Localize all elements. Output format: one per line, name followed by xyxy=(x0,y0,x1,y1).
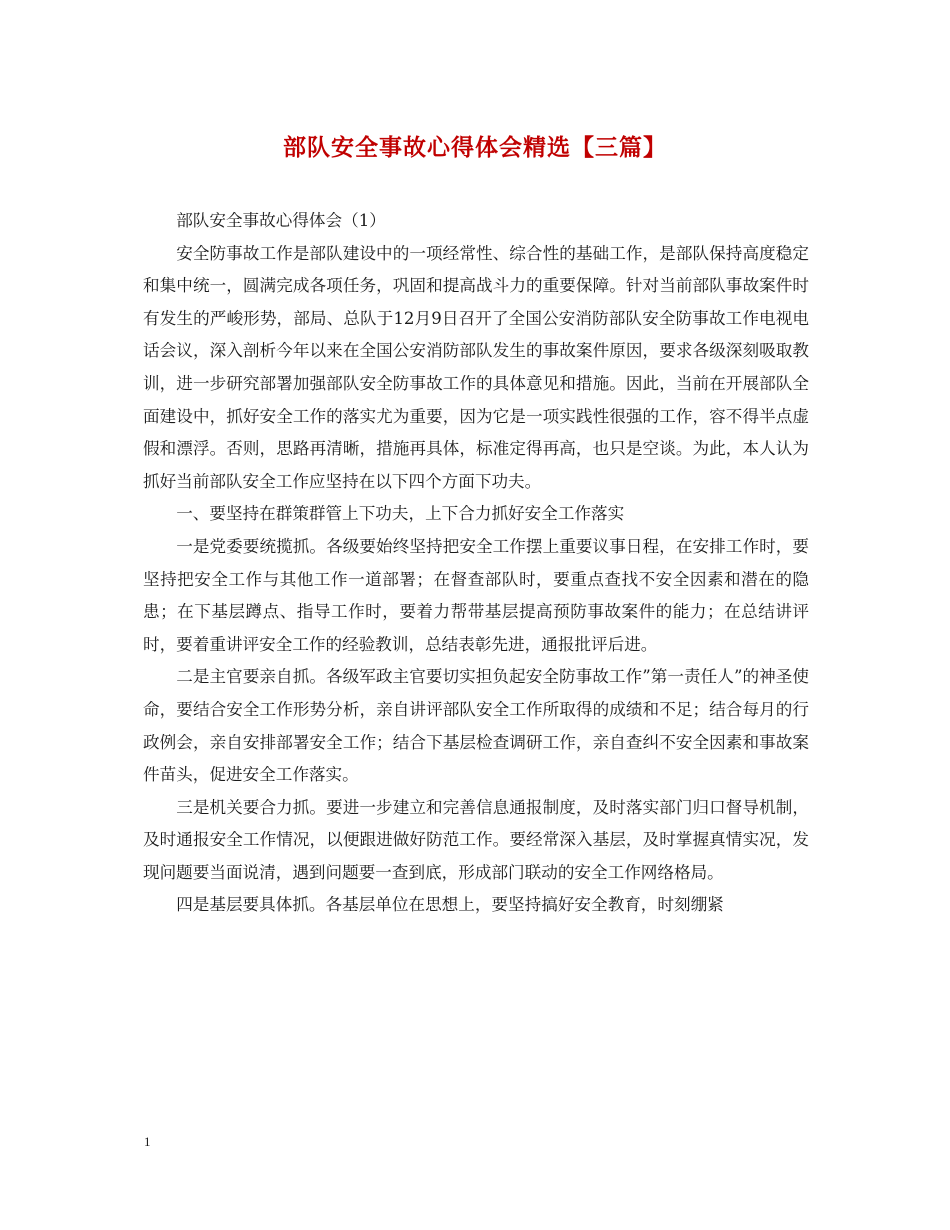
body-paragraph: 二是主官要亲自抓。各级军政主官要切实担负起安全防事故工作”第一责任人”的神圣使命，要结合安全工作形势分析，亲自讲评部队安全工作所取得的成绩和不足；结合每月的行政例会，亲自安排部署安全工作；结合下基层检查调研工作，亲自查纠不安全因素和事故案件苗头，促进安全工作落实。 xyxy=(143,667,809,785)
body-paragraph: 一是党委要统揽抓。各级要始终坚持把安全工作摆上重要议事日程，在安排工作时，要坚持把安全工作与其他工作一道部署；在督查部队时，要重点查找不安全因素和潜在的隐患；在下基层蹲点、指导工作时，要着力帮带基层提高预防事故案件的能力；在总结讲评时，要着重讲评安全工作的经验教训，总结表彰先进，通报批评后进。 xyxy=(143,536,809,654)
document-title: 部队安全事故心得体会精选【三篇】 xyxy=(283,134,667,161)
subsection-heading: 一、要坚持在群策群管上下功夫，上下合力抓好安全工作落实 xyxy=(176,504,625,524)
document-body xyxy=(143,205,809,922)
body-paragraph: 三是机关要合力抓。要进一步建立和完善信息通报制度，及时落实部门归口督导机制，及时通报安全工作情况，以便跟进做好防范工作。要经常深入基层，及时掌握真情实况，发现问题要当面说清，遇到问题要一查到底，形成部门联动的安全工作网络格局。 xyxy=(143,797,809,882)
body-paragraph: 安全防事故工作是部队建设中的一项经常性、综合性的基础工作，是部队保持高度稳定和集中统一，圆满完成各项任务，巩固和提高战斗力的重要保障。针对当前部队事故案件时有发生的严峻形势，部局、总队于12月9日召开了全国公安消防部队安全防事故工作电视电话会议，深入剖析今年以来在全国公安消防部队发生的事故案件原因，要求各级深刻吸取教训，进一步研究部署加强部队安全防事故工作的具体意见和措施。因此，当前在开展部队全面建设中，抓好安全工作的落实尤为重要，因为它是一项实践性很强的工作，容不得半点虚假和漂浮。否则，思路再清晰，措施再具体，标准定得再高，也只是空谈。为此，本人认为抓好当前部队安全工作应坚持在以下四个方面下功夫。 xyxy=(143,243,809,491)
section-heading: 部队安全事故心得体会（1） xyxy=(176,211,386,230)
page-number: 1 xyxy=(144,1134,151,1149)
body-paragraph: 四是基层要具体抓。各基层单位在思想上，要坚持搞好安全教育，时刻绷紧 xyxy=(176,895,724,915)
